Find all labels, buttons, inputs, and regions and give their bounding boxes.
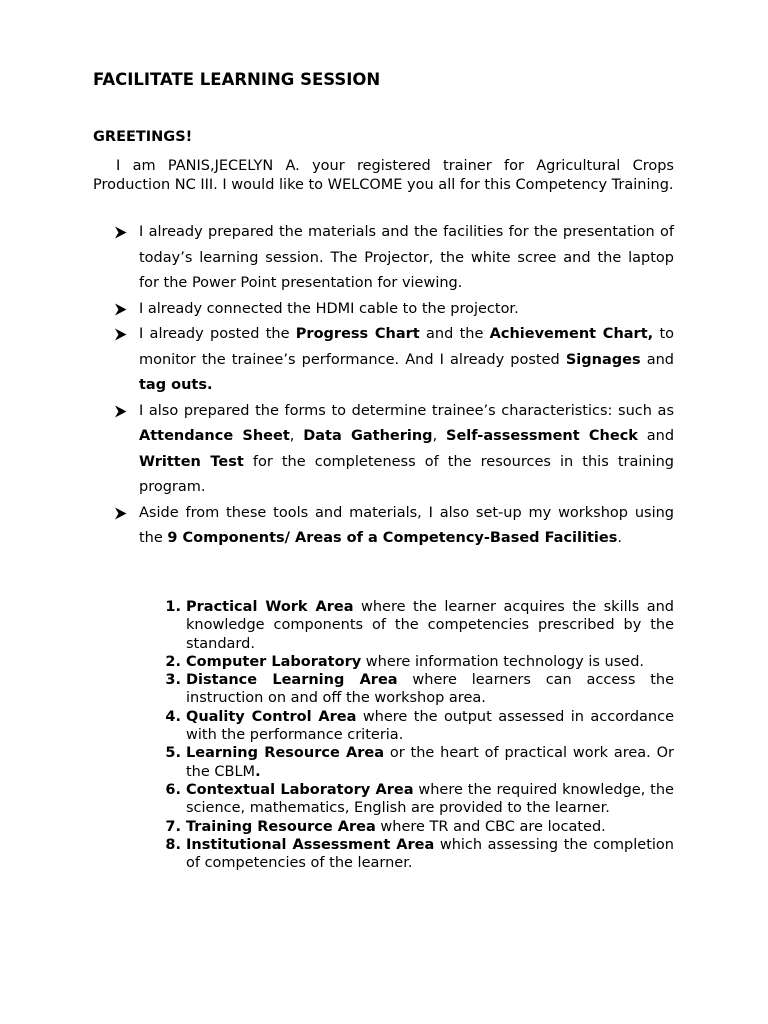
item-number: 8. <box>165 836 181 853</box>
bullet-list <box>93 220 674 552</box>
area-name: Distance Learning Area <box>186 672 398 689</box>
bullet-item: I already prepared the materials and the facilities for the presentation of today’s learning session. The Projector, the white scree and the laptop for the Power Point presentation for viewing. <box>93 220 674 297</box>
area-item: 7. Training Resource Area where TR and CBC are located. <box>93 818 674 836</box>
page-title: FACILITATE LEARNING SESSION <box>93 70 381 89</box>
arrow-bullet-icon <box>114 501 128 526</box>
area-name: Quality Control Area <box>186 708 357 725</box>
intro-paragraph: I am PANIS,JECELYN A. your registered trainer for Agricultural Crops Production NC III. I would like to WELCOME you all for this Competency Training. <box>93 158 674 193</box>
item-number: 7. <box>165 818 181 835</box>
area-name: Computer Laboratory <box>186 653 362 670</box>
arrow-bullet-icon <box>114 220 128 245</box>
area-name: Institutional Assessment Area <box>186 836 435 853</box>
item-number: 2. <box>165 653 181 670</box>
areas-list <box>93 598 674 872</box>
area-name: Practical Work Area <box>186 599 354 615</box>
area-name: Training Resource Area <box>186 818 376 835</box>
item-number: 4. <box>165 708 181 725</box>
area-item: 2. Computer Laboratory where information technology is used. <box>93 653 674 671</box>
area-item: 8. Institutional Assessment Area which assessing the completion of competencies of the learner. <box>93 836 674 873</box>
arrow-bullet-icon <box>114 399 128 424</box>
greeting-heading: GREETINGS! <box>93 129 193 145</box>
arrow-bullet-icon <box>114 322 128 347</box>
bullet-item: I already posted the Progress Chart and the Achievement Chart, to monitor the trainee’s performance. And I already posted Signages and tag outs. <box>93 322 674 399</box>
item-number: 3. <box>165 672 181 689</box>
item-number: 5. <box>165 745 181 762</box>
area-item: 5. Learning Resource Area or the heart of practical work area. Or the CBLM. <box>93 744 674 781</box>
area-name: Contextual Laboratory Area <box>186 781 414 798</box>
item-number: 1. <box>165 599 181 615</box>
bullet-item: I also prepared the forms to determine trainee’s characteristics: such as Attendance Sheet, Data Gathering, Self-assessment Check and Written Test for the completeness of the resources in this training program. <box>93 399 674 501</box>
area-item: 4. Quality Control Area where the output assessed in accordance with the performance criteria. <box>93 708 674 745</box>
area-item: 3. Distance Learning Area where learners can access the instruction on and off the workshop area. <box>93 671 674 708</box>
item-number: 6. <box>165 781 181 798</box>
bullet-item: Aside from these tools and materials, I also set-up my workshop using the 9 Components/ Areas of a Competency-Based Facilities. <box>93 501 674 552</box>
arrow-bullet-icon <box>114 297 128 322</box>
bullet-item: I already connected the HDMI cable to the projector. <box>93 297 674 323</box>
area-item: 6. Contextual Laboratory Area where the required knowledge, the science, mathematics, English are provided to the learner. <box>93 781 674 818</box>
area-name: Learning Resource Area <box>186 745 385 762</box>
area-item: 1. Practical Work Area where the learner acquires the skills and knowledge components of the competencies prescribed by the standard. <box>93 598 674 653</box>
